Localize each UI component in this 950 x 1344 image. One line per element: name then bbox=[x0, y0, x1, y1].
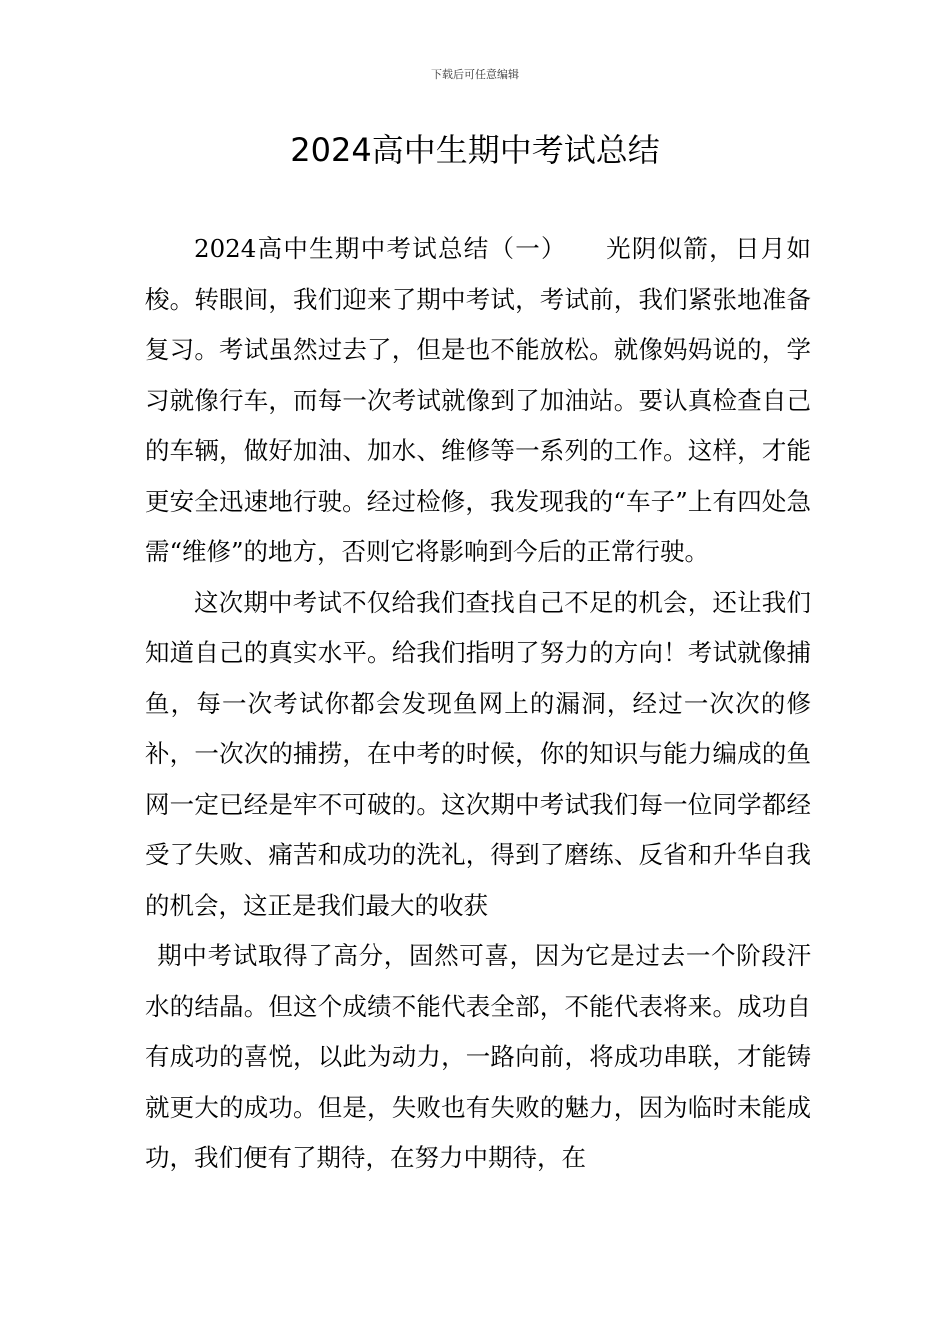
paragraph-3: 期中考试取得了高分，固然可喜，因为它是过去一个阶段汗水的结晶。但这个成绩不能代表全部，不能代表将来。成功自有成功的喜悦，以此为动力，一路向前，将成功串联，才能铸就更大的成功。但是，失败也有失败的魅力，因为临时未能成功，我们便有了期待，在努力中期待，在 bbox=[145, 941, 811, 1172]
header-note: 下载后可任意编辑 bbox=[431, 68, 519, 81]
document-body bbox=[145, 224, 811, 1184]
paragraph-2: 这次期中考试不仅给我们查找自己不足的机会，还让我们知道自己的真实水平。给我们指明了努力的方向！考试就像捕鱼，每一次考试你都会发现鱼网上的漏洞，经过一次次的修补，一次次的捕捞，在中考的时候，你的知识与能力编成的鱼网一定已经是牢不可破的。这次期中考试我们每一位同学都经受了失败、痛苦和成功的洗礼，得到了磨练、反省和升华自我的机会，这正是我们最大的收获 bbox=[145, 587, 811, 920]
paragraph-1: 2024高中生期中考试总结（一） 光阴似箭，日月如梭。转眼间，我们迎来了期中考试，考试前，我们紧张地准备复习。考试虽然过去了，但是也不能放松。就像妈妈说的，学习就像行车，而每一次考试就像到了加油站。要认真检查自己的车辆，做好加油、加水、维修等一系列的工作。这样，才能更安全迅速地行驶。经过检修，我发现我的“车子”上有四处急需“维修”的地方，否则它将影响到今后的正常行驶。 bbox=[145, 234, 811, 566]
document-title: 2024高中生期中考试总结 bbox=[290, 131, 660, 169]
